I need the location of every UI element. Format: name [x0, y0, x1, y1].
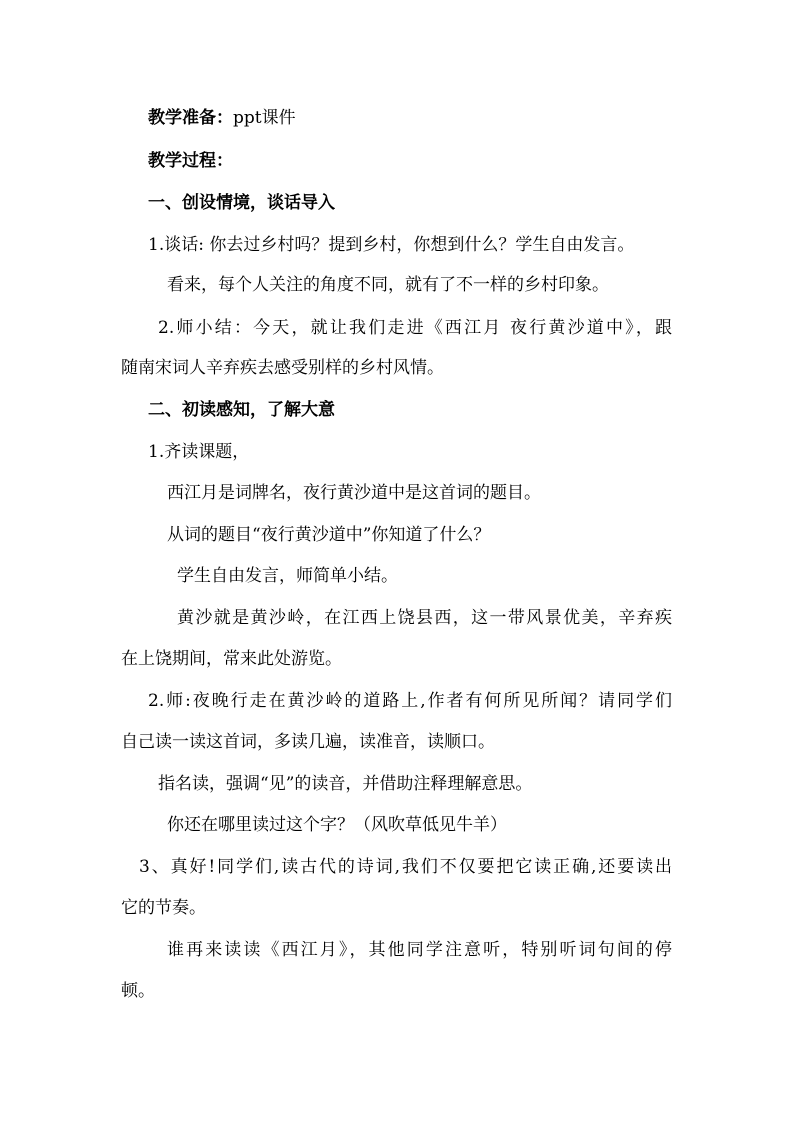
section2-paragraph-3: 从词的题目“夜行黄沙道中”你知道了什么？	[167, 525, 491, 545]
section2-paragraph-1: 1.齐读课题，	[148, 442, 250, 462]
section1-paragraph-3-line-1: 2.师小结：今天，就让我们走进《西江月 夜行黄沙道中》，跟	[158, 318, 672, 338]
section1-paragraph-2: 看来，每个人关注的角度不同，就有了不一样的乡村印象。	[167, 275, 609, 295]
section2-paragraph-5-line-2: 在上饶期间，常来此处游览。	[121, 649, 342, 669]
section2-paragraph-6-line-2: 自己读一读这首词，多读几遍，读准音，读顺口。	[121, 732, 495, 752]
section2-paragraph-10-line-2: 顿。	[121, 981, 155, 1001]
section2-heading: 二、初读感知，了解大意	[148, 400, 335, 420]
section2-paragraph-5-line-1: 黄沙就是黄沙岭，在江西上饶县西，这一带风景优美，辛弃疾	[177, 608, 672, 628]
section2-paragraph-10-line-1: 谁再来读读《西江月》，其他同学注意听，特别听词句间的停	[167, 940, 672, 960]
section2-paragraph-9-line-2: 它的节奏。	[121, 898, 206, 918]
section1-paragraph-1: 1.谈话: 你去过乡村吗？提到乡村，你想到什么？学生自由发言。	[148, 235, 635, 255]
teaching-process-label: 教学过程：	[148, 151, 233, 171]
section2-paragraph-7: 指名读，强调“见”的读音，并借助注释理解意思。	[158, 774, 533, 794]
section2-paragraph-6-line-1: 2.师:夜晚行走在黄沙岭的道路上,作者有何所见所闻？请同学们	[148, 691, 672, 711]
section2-paragraph-2: 西江月是词牌名，夜行黄沙道中是这首词的题目。	[167, 483, 541, 503]
section2-paragraph-4: 学生自由发言，师简单小结。	[177, 566, 398, 586]
section2-paragraph-9-line-1: 3、真好!同学们,读古代的诗词,我们不仅要把它读正确,还要读出	[139, 857, 672, 877]
teaching-prep	[148, 106, 296, 130]
teaching-prep-value: ppt课件	[233, 108, 296, 128]
teaching-prep-label: 教学准备：	[148, 108, 233, 128]
section1-heading: 一、创设情境，谈话导入	[148, 193, 335, 213]
section1-paragraph-3-line-2: 随南宋词人辛弃疾去感受别样的乡村风情。	[121, 358, 444, 378]
section2-paragraph-8: 你还在哪里读过这个字？（风吹草低见牛羊）	[167, 815, 507, 835]
